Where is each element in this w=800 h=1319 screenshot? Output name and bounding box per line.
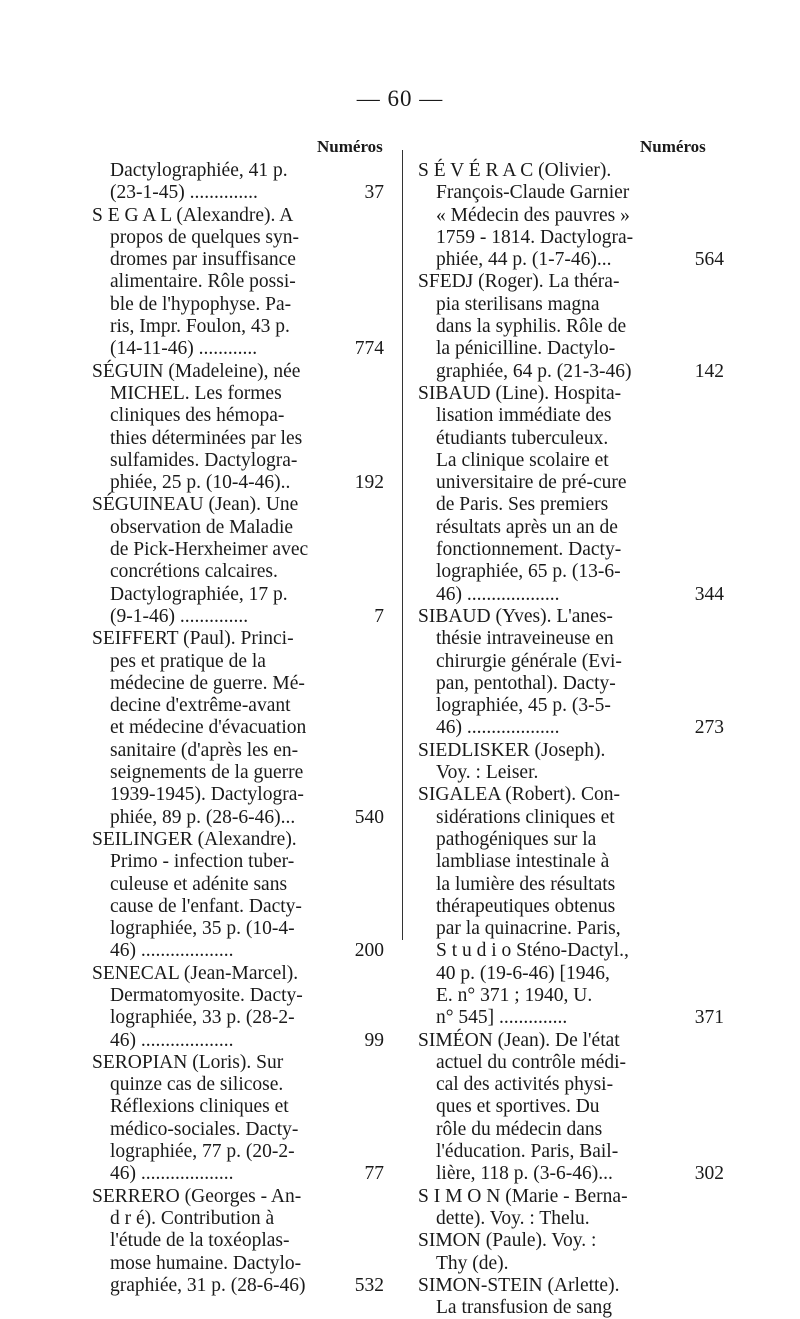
index-line-text: 46) ................... [436,717,560,739]
index-line [92,205,392,227]
index-line-text: SIBAUD (Line). Hospita- [418,382,622,404]
index-line [92,316,392,338]
index-line-number: 344 [694,583,724,605]
index-line [92,182,392,204]
index-line [92,1007,392,1029]
index-line-text: lographiée, 77 p. (20-2- [110,1141,295,1163]
index-line [418,1052,718,1074]
index-line-text: 46) ................... [110,940,234,962]
index-line [92,1163,392,1185]
index-line-number: 7 [374,605,384,627]
index-line [92,1275,392,1297]
index-line [92,294,392,316]
index-line-text: E. n° 371 ; 1940, U. [436,984,593,1006]
index-line-text: S E G A L (Alexandre). A [92,204,294,226]
index-line-text: S I M O N (Marie - Berna- [418,1185,628,1207]
index-line [418,606,718,628]
index-line [418,338,718,360]
left-column-header: Numéros [317,137,383,156]
index-line-text: résultats après un an de [436,516,618,538]
index-line-text: « Médecin des pauvres » [436,204,630,226]
index-line-text: SIBAUD (Yves). L'anes- [418,605,613,627]
index-line-text: SIEDLISKER (Joseph). [418,739,606,761]
index-line [418,1186,718,1208]
index-line [418,784,718,806]
index-line [92,1186,392,1208]
index-line [418,1141,718,1163]
index-line-text: concrétions calcaires. [110,561,278,583]
index-line-text: SIMON (Paule). Voy. : [418,1230,597,1252]
index-line-text: graphiée, 31 p. (28-6-46) [110,1274,306,1296]
index-line-text: propos de quelques syn- [110,226,300,248]
index-line [418,762,718,784]
index-line [418,360,724,383]
index-line-text: d r é). Contribution à [110,1207,275,1229]
left-column [92,160,392,1297]
index-line-text: 1939-1945). Dactylogra- [110,784,304,806]
index-line [92,762,392,784]
page-number: — 60 — [356,86,444,111]
index-line-text: alimentaire. Rôle possi- [110,271,296,293]
index-line [418,740,718,762]
index-line [418,1230,718,1252]
index-line-text: dette). Voy. : Thelu. [436,1207,590,1229]
index-line-number: 774 [354,338,384,360]
index-line [92,517,392,539]
index-line-text: l'étude de la toxéoplas- [110,1230,290,1252]
index-line-text: 46) ................... [110,1163,234,1185]
index-line [418,918,718,940]
index-line-text: lière, 118 p. (3-6-46)... [436,1163,613,1185]
index-line-text: mose humaine. Dactylo- [110,1252,302,1274]
index-line [92,227,392,249]
index-line-text: SIMÉON (Jean). De l'état [418,1029,620,1051]
index-line [418,450,718,472]
index-line [418,1275,718,1297]
index-line-text: la lumière des résultats [436,873,616,895]
index-line-text: médico-sociales. Dacty- [110,1118,299,1140]
index-line-number: 142 [694,360,724,382]
index-line-text: 46) ................... [110,1029,234,1051]
index-line [92,851,392,873]
index-line [92,472,392,494]
index-line [92,1141,392,1163]
index-line [418,583,724,606]
index-line-text: lographiée, 33 p. (28-2- [110,1007,295,1029]
index-line [418,249,724,271]
index-line-text: quinze cas de silicose. [110,1074,284,1096]
index-line-text: (9-1-46) .............. [110,605,249,627]
index-line [418,517,718,539]
index-line-text: 1759 - 1814. Dactylogra- [436,226,634,248]
index-line [418,160,718,182]
index-line-text: MICHEL. Les formes [110,382,282,404]
index-line [92,963,392,985]
index-line [92,249,392,271]
index-line [92,405,392,427]
index-line [418,1074,718,1096]
index-line-text: chirurgie générale (Evi- [436,650,622,672]
index-line [92,807,392,829]
index-line [92,338,392,360]
index-line-text: SEROPIAN (Loris). Sur [92,1051,284,1073]
index-line-text: seignements de la guerre [110,762,304,784]
index-line-text: sidérations cliniques et [436,806,615,828]
index-line-text: SERRERO (Georges - An- [92,1185,302,1207]
index-line-text: S É V É R A C (Olivier). [418,160,612,181]
index-line-text: phiée, 44 p. (1-7-46)... [436,249,612,271]
index-line [92,784,392,806]
right-column-header: Numéros [640,137,706,156]
index-line [92,561,392,583]
index-line [92,717,392,739]
index-line-text: SIMON-STEIN (Arlette). [418,1274,620,1296]
index-line-number: 77 [364,1163,384,1185]
index-line [92,428,392,450]
index-line [92,450,392,472]
index-line-number: 540 [354,806,384,828]
index-line [92,1230,392,1252]
index-line-text: ris, Impr. Foulon, 43 p. [110,316,290,338]
index-line [92,1119,392,1141]
index-line [92,1030,392,1052]
index-line [418,294,718,316]
index-line [92,695,392,717]
index-line [92,271,392,293]
index-line [418,1007,724,1029]
index-line-text: lographiée, 65 p. (13-6- [436,561,621,583]
index-line [418,896,718,918]
index-line-text: l'éducation. Paris, Bail- [436,1141,619,1163]
index-line-number: 192 [354,472,384,494]
index-line-text: Dermatomyosite. Dacty- [110,984,303,1006]
index-line [92,1096,392,1118]
index-line-text: François-Claude Garnier [436,182,630,204]
index-line [92,740,392,762]
index-line-text: ques et sportives. Du [436,1096,600,1118]
index-line [418,316,718,338]
index-line [92,361,392,383]
index-line [418,494,718,516]
index-line [92,539,392,561]
index-line-text: graphiée, 64 p. (21-3-46) [436,360,632,382]
index-line [418,227,718,249]
index-line-number: 37 [364,182,384,204]
index-line-number: 532 [354,1274,384,1296]
index-line [418,1297,718,1319]
index-line-text: sulfamides. Dactylogra- [110,449,298,471]
index-line-text: lambliase intestinale à [436,851,610,873]
index-line-text: rôle du médecin dans [436,1118,603,1140]
index-line [418,539,718,561]
index-line [92,628,392,650]
index-line [418,405,718,427]
index-line [92,829,392,851]
index-line [418,428,718,450]
index-line-text: n° 545] .............. [436,1007,568,1029]
index-line [418,1163,724,1185]
index-line-text: decine d'extrême-avant [110,695,291,717]
index-line-text: 46) ................... [436,583,560,605]
index-line-text: SENECAL (Jean-Marcel). [92,962,299,984]
index-line [418,1119,718,1141]
index-line [418,1253,718,1275]
index-line-text: thies déterminées par les [110,427,303,449]
index-line-number: 200 [354,940,384,962]
index-line [418,673,718,695]
index-line-text: phiée, 25 p. (10-4-46).. [110,472,291,494]
index-line [92,160,392,182]
index-line-text: Dactylographiée, 17 p. [110,583,288,605]
index-line-text: SÉGUINEAU (Jean). Une [92,494,299,516]
index-line-text: SÉGUIN (Madeleine), née [92,360,301,382]
index-line [418,205,718,227]
index-line [92,383,392,405]
index-line-text: SEILINGER (Alexandre). [92,828,297,850]
index-line-text: La transfusion de sang [436,1297,612,1319]
column-divider [402,150,403,940]
right-column [418,160,724,1319]
index-line-text: thérapeutiques obtenus [436,895,616,917]
index-line-number: 99 [364,1029,384,1051]
index-line-text: fonctionnement. Dacty- [436,539,622,561]
index-line-text: cal des activités physi- [436,1074,614,1096]
index-line-text: Voy. : Leiser. [436,762,539,784]
index-line [92,651,392,673]
index-line-text: cause de l'enfant. Dacty- [110,895,302,917]
index-line-text: 40 p. (19-6-46) [1946, [436,962,610,984]
index-line-text: de Paris. Ses premiers [436,494,609,516]
index-line-text: dromes par insuffisance [110,249,296,271]
index-line-text: La clinique scolaire et [436,449,609,471]
index-line-text: pan, pentothal). Dacty- [436,672,616,694]
index-line [92,1253,392,1275]
index-line-number: 273 [694,717,724,739]
index-line [418,874,718,896]
index-line-text: culeuse et adénite sans [110,873,288,895]
index-line [418,985,718,1007]
index-line-text: S t u d i o Sténo-Dactyl., [436,940,629,962]
index-line-text: pia sterilisans magna [436,293,600,315]
index-line [418,963,718,985]
index-line [418,717,724,739]
index-line-text: Primo - infection tuber- [110,851,295,873]
index-line-text: dans la syphilis. Rôle de [436,316,627,338]
index-line [418,271,718,293]
index-line-text: SFEDJ (Roger). La théra- [418,271,620,293]
index-line [92,584,392,606]
index-line [92,918,392,940]
index-line-text: actuel du contrôle médi- [436,1051,627,1073]
index-line-number: 371 [694,1007,724,1029]
index-line [418,1096,718,1118]
index-line [418,383,718,405]
index-line [92,494,392,516]
index-line [418,940,718,962]
index-line-text: SIGALEA (Robert). Con- [418,784,621,806]
index-line-text: (23-1-45) .............. [110,182,258,204]
index-line [92,940,392,962]
index-line [92,1074,392,1096]
index-line-text: par la quinacrine. Paris, [436,918,621,940]
index-line-text: la pénicilline. Dactylo- [436,338,616,360]
index-line [418,807,718,829]
index-line-text: pathogéniques sur la [436,828,597,850]
index-line-text: universitaire de pré-cure [436,472,627,494]
index-line-text: (14-11-46) ............ [110,338,258,360]
index-line [92,673,392,695]
index-line [92,896,392,918]
index-line [418,472,718,494]
index-line-text: Réflexions cliniques et [110,1096,289,1118]
index-line-text: observation de Maladie [110,516,294,538]
index-line-text: Dactylographiée, 41 p. [110,160,288,181]
index-line [92,1208,392,1230]
index-line-text: Thy (de). [436,1252,509,1274]
index-line-text: cliniques des hémopa- [110,405,285,427]
index-line-text: thésie intraveineuse en [436,628,614,650]
index-line-text: phiée, 89 p. (28-6-46)... [110,806,296,828]
index-line [418,1208,718,1230]
index-line [418,829,718,851]
index-line-text: sanitaire (d'après les en- [110,739,299,761]
index-line-number: 564 [694,249,724,271]
index-line [418,1030,718,1052]
index-line [92,1052,392,1074]
index-line-text: lographiée, 45 p. (3-5- [436,695,611,717]
index-line [418,561,718,583]
index-line [418,628,718,650]
index-line [418,651,718,673]
index-line-text: étudiants tuberculeux. [436,427,609,449]
index-line-text: lographiée, 35 p. (10-4- [110,918,295,940]
index-line-number: 302 [694,1163,724,1185]
index-line-text: et médecine d'évacuation [110,717,307,739]
index-line-text: pes et pratique de la [110,650,266,672]
index-line-text: lisation immédiate des [436,405,612,427]
index-line [92,874,392,896]
index-line [92,985,392,1007]
index-line-text: SEIFFERT (Paul). Princi- [92,628,294,650]
index-line [418,182,718,204]
index-line-text: de Pick-Herxheimer avec [110,539,309,561]
index-line-text: médecine de guerre. Mé- [110,672,305,694]
index-line [92,606,392,628]
index-line [418,851,718,873]
index-line-text: ble de l'hypophyse. Pa- [110,293,292,315]
index-line [418,695,718,717]
